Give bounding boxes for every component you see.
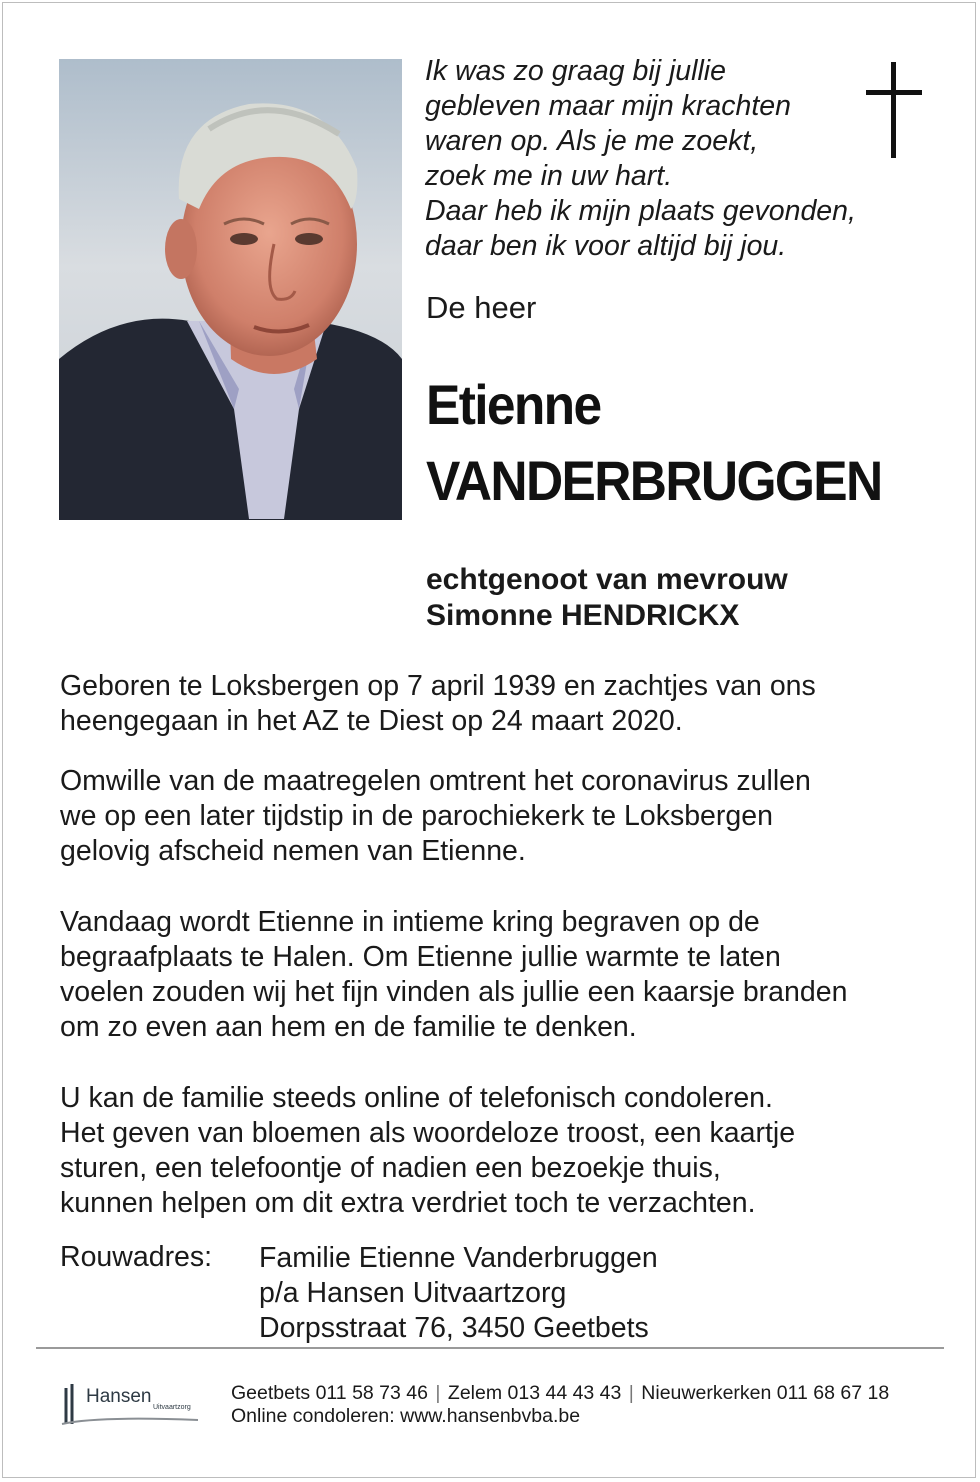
paragraph-line: Vandaag wordt Etienne in intieme kring begraven op de [60, 906, 760, 938]
paragraph-line: U kan de familie steeds online of telefonisch condoleren. [60, 1082, 773, 1114]
honorific: De heer [426, 290, 537, 325]
separator: | [435, 1382, 441, 1404]
paragraph-condolences [60, 1081, 940, 1221]
paragraph-line: begraafplaats te Halen. Om Etienne jullie warmte te laten [60, 941, 781, 973]
paragraph-line: kunnen helpen om dit extra verdriet toch te verzachten. [60, 1187, 756, 1219]
poem-line: zoek me in uw hart. [425, 160, 673, 192]
footer-contact [231, 1382, 889, 1428]
paragraph-line: voelen zouden wij het fijn vinden als jullie een kaarsje branden [60, 976, 848, 1008]
portrait-photo [59, 59, 402, 520]
paragraph-line: Omwille van de maatregelen omtrent het coronavirus zullen [60, 765, 811, 797]
online-condolence-link[interactable]: Online condoleren: www.hansenbvba.be [231, 1405, 581, 1427]
poem [425, 54, 925, 264]
paragraph-line: gelovig afscheid nemen van Etienne. [60, 835, 526, 867]
phone-number[interactable]: 013 44 43 43 [507, 1382, 622, 1404]
phone-place: Nieuwerkerken [641, 1382, 772, 1404]
first-name: Etienne [426, 373, 601, 436]
poem-line: waren op. Als je me zoekt, [425, 125, 759, 157]
paragraph-line: sturen, een telefoontje of nadien een bezoekje thuis, [60, 1152, 721, 1184]
paragraph-line: om zo even aan hem en de familie te denken. [60, 1011, 637, 1043]
paragraph-line: heengegaan in het AZ te Diest op 24 maart 2020. [60, 705, 683, 737]
address-line: Dorpsstraat 76, 3450 Geetbets [259, 1312, 649, 1344]
paragraph-burial [60, 905, 940, 1045]
logo-subtitle: Uitvaartzorg [153, 1404, 191, 1411]
address-label: Rouwadres: [60, 1241, 213, 1273]
footer-divider [36, 1347, 944, 1349]
phone-number[interactable]: 011 68 67 18 [776, 1382, 890, 1404]
spouse-info [426, 562, 788, 634]
poem-line: Ik was zo graag bij jullie [425, 55, 726, 87]
separator: | [628, 1382, 634, 1404]
poem-line: daar ben ik voor altijd bij jou. [425, 230, 787, 262]
phone-place: Geetbets [231, 1382, 311, 1404]
spouse-line: echtgenoot van mevrouw [426, 563, 788, 596]
phone-place: Zelem [447, 1382, 503, 1404]
address-line: Familie Etienne Vanderbruggen [259, 1242, 658, 1274]
paragraph-line: Het geven van bloemen als woordeloze troost, een kaartje [60, 1117, 796, 1149]
paragraph-ceremony [60, 764, 940, 869]
cross-icon [866, 62, 922, 158]
phone-number[interactable]: 011 58 73 46 [315, 1382, 428, 1404]
poem-line: Daar heb ik mijn plaats gevonden, [425, 195, 856, 227]
spouse-line: Simonne HENDRICKX [426, 599, 740, 632]
phone-list [231, 1382, 889, 1405]
paragraph-line: we op een later tijdstip in de parochiekerk te Loksbergen [60, 800, 773, 832]
paragraph-birth [60, 669, 940, 739]
address-block [259, 1241, 658, 1346]
last-name: VANDERBRUGGEN [426, 449, 882, 512]
poem-line: gebleven maar mijn krachten [425, 90, 791, 122]
paragraph-line: Geboren te Loksbergen op 7 april 1939 en zachtjes van ons [60, 670, 816, 702]
logo-name: Hansen [86, 1386, 152, 1407]
address-line: p/a Hansen Uitvaartzorg [259, 1277, 567, 1309]
